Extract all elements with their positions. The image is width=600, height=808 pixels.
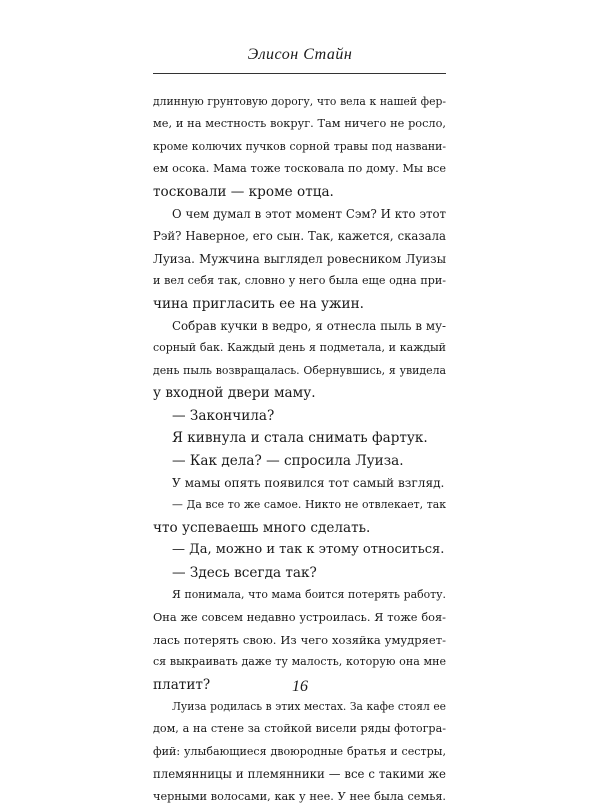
- paragraph: [153, 472, 446, 494]
- paragraph: [153, 450, 446, 472]
- paragraph: [153, 494, 446, 539]
- text-line: У мамы опять появился тот самый взгляд.: [172, 475, 445, 490]
- header-rule: [153, 73, 446, 74]
- text-line: день пыль возвращалась. Обернувшись, я увидела: [153, 363, 446, 377]
- text-line: Я понимала, что мама боится потерять работу.: [172, 587, 446, 601]
- text-line: чина пригласить ее на ужин.: [153, 295, 364, 312]
- paragraph: [153, 427, 446, 449]
- body-text: [153, 91, 446, 808]
- text-line: Луиза родилась в этих местах. За кафе стоял ее: [172, 699, 446, 713]
- paragraph: [153, 91, 446, 203]
- text-line: кроме колючих пучков сорной травы под названи-: [153, 139, 446, 153]
- text-line: фий: улыбающиеся двоюродные братья и сестры,: [153, 744, 446, 758]
- text-line: — Да все то же самое. Никто не отвлекает, так: [172, 498, 446, 512]
- text-line: лась потерять свою. Из чего хозяйка умудряет-: [153, 632, 446, 647]
- text-line: сорный бак. Каждый день я подметала, и каждый: [153, 341, 446, 355]
- text-line: платит?: [153, 676, 211, 693]
- text-line: что успеваешь много сделать.: [153, 519, 371, 536]
- paragraph: [153, 539, 446, 561]
- text-line: — Закончила?: [172, 407, 275, 424]
- running-head-author: Элисон Стайн: [247, 46, 353, 63]
- text-line: у входной двери маму.: [153, 385, 316, 402]
- text-line: и вел себя так, словно у него была еще одна при-: [153, 274, 446, 288]
- paragraph: [153, 405, 446, 427]
- text-line: Рэй? Наверное, его сын. Так, кажется, сказала: [153, 229, 446, 244]
- paragraph: [153, 562, 446, 584]
- text-line: ем осока. Мама тоже тосковала по дому. Мы все: [153, 162, 446, 176]
- text-line: Луиза. Мужчина выглядел ровесником Луизы: [153, 251, 446, 266]
- page-number: 16: [292, 678, 308, 695]
- text-line: Собрав кучки в ведро, я отнесла пыль в му-: [172, 319, 446, 334]
- text-line: — Да, можно и так к этому относиться.: [172, 542, 445, 558]
- text-line: черными волосами, как у нее. У нее была семья.: [153, 789, 446, 803]
- text-line: — Как дела? — спросила Луиза.: [172, 452, 404, 469]
- text-line: Она же совсем недавно устроилась. Я тоже боя-: [153, 610, 446, 625]
- paragraph: [153, 203, 446, 315]
- text-line: Я кивнула и стала снимать фартук.: [172, 430, 428, 447]
- text-line: ме, и на местность вокруг. Там ничего не росло,: [153, 117, 446, 131]
- paragraph: [153, 315, 446, 405]
- paragraph: [153, 696, 446, 808]
- text-line: тосковали — кроме отца.: [153, 183, 334, 200]
- text-line: дом, а на стене за стойкой висели ряды фотогра-: [153, 722, 446, 736]
- text-line: ся выкраивать даже ту малость, которую она мне: [153, 655, 446, 669]
- text-line: длинную грунтовую дорогу, что вела к нашей фер-: [153, 95, 446, 108]
- text-line: племянницы и племянники — все с такими же: [153, 767, 446, 782]
- text-line: — Здесь всегда так?: [172, 564, 317, 581]
- text-line: О чем думал в этот момент Сэм? И кто этот: [172, 207, 446, 222]
